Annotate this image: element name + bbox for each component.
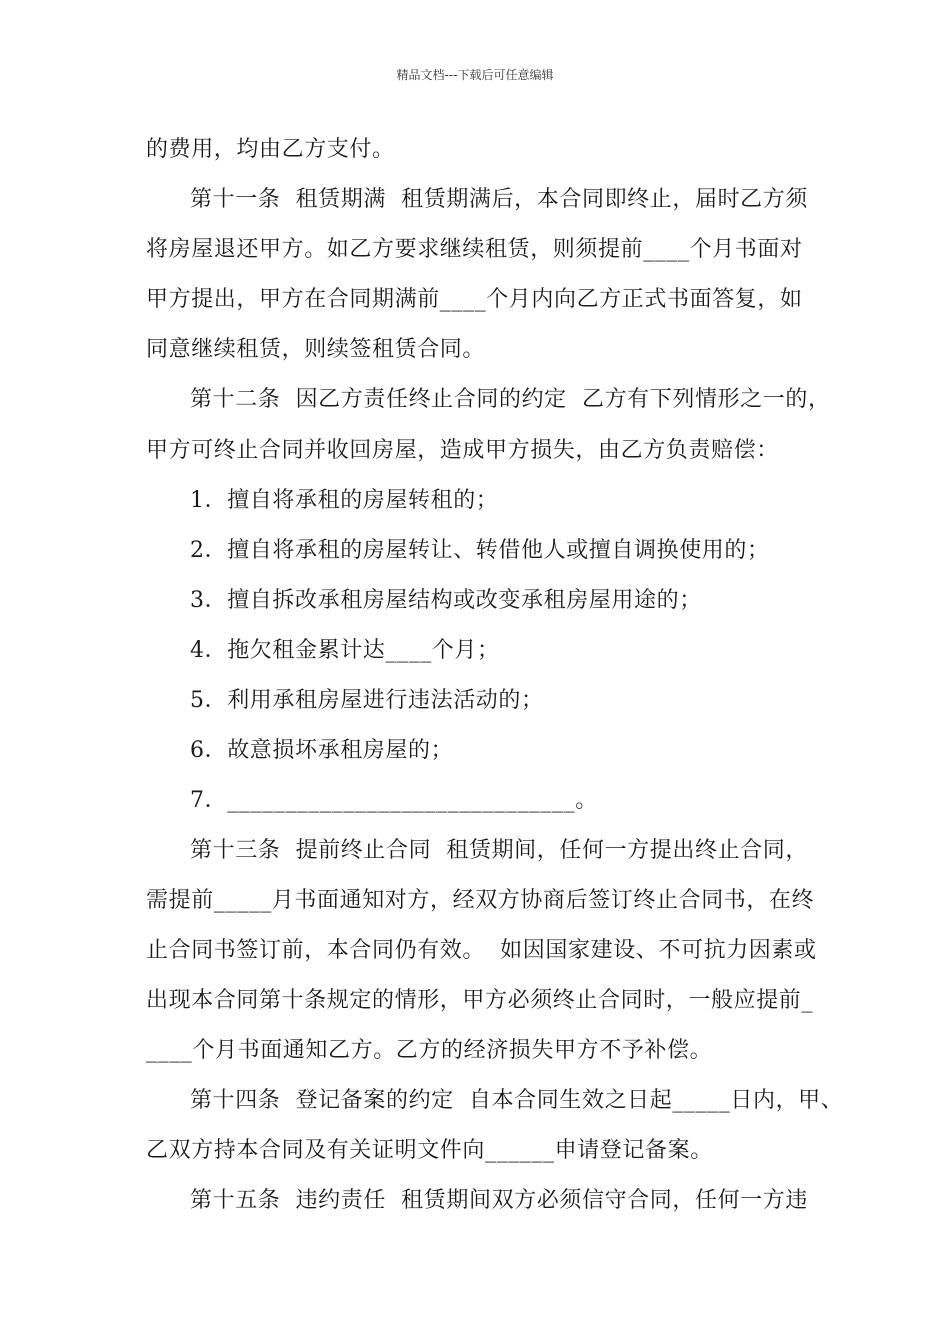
text-line: ____个月书面通知乙方。乙方的经济损失甲方不予补偿。: [146, 1038, 713, 1063]
text-line: 甲方可终止合同并收回房屋，造成甲方损失，由乙方负责赔偿：: [146, 438, 779, 463]
list-item: 2．擅自将承租的房屋转让、转借他人或擅自调换使用的；: [190, 538, 770, 563]
text-line: 第十一条 租赁期满 租赁期满后，本合同即终止，届时乙方须: [190, 187, 808, 212]
text-line: 同意继续租赁，则续签租赁合同。: [146, 337, 486, 362]
list-item: 7．______________________________。: [190, 788, 598, 813]
text-line: 出现本合同第十条规定的情形，甲方必须终止合同时，一般应提前_: [146, 988, 814, 1013]
text-line: 第十五条 违约责任 租赁期间双方必须信守合同，任何一方违: [190, 1188, 808, 1213]
text-line: 甲方提出，甲方在合同期满前____个月内向乙方正式书面答复，如: [146, 287, 803, 312]
text-line: 的费用，均由乙方支付。: [146, 137, 395, 162]
list-item: 3．擅自拆改承租房屋结构或改变承租房屋用途的；: [190, 588, 702, 613]
text-line: 第十二条 因乙方责任终止合同的约定 乙方有下列情形之一的，: [190, 387, 831, 412]
text-line: 第十三条 提前终止合同 租赁期间，任何一方提出终止合同，: [190, 838, 808, 863]
list-item: 1．擅自将承租的房屋转租的；: [190, 488, 499, 513]
text-line: 第十四条 登记备案的约定 自本合同生效之日起_____日内，甲、: [190, 1088, 844, 1113]
text-line: 需提前_____月书面通知对方，经双方协商后签订终止合同书，在终: [146, 888, 815, 913]
page-header: 精品文档---下载后可任意编辑: [396, 68, 554, 82]
list-item: 5．利用承租房屋进行违法活动的；: [190, 688, 544, 713]
text-line: 止合同书签订前，本合同仍有效。 如因国家建设、不可抗力因素或: [146, 938, 817, 963]
text-line: 乙双方持本合同及有关证明文件向______申请登记备案。: [146, 1138, 713, 1163]
list-item: 4．拖欠租金累计达____个月；: [190, 638, 500, 663]
text-line: 将房屋退还甲方。如乙方要求继续租赁，则须提前____个月书面对: [146, 237, 803, 262]
list-item: 6．故意损坏承租房屋的；: [190, 738, 454, 763]
